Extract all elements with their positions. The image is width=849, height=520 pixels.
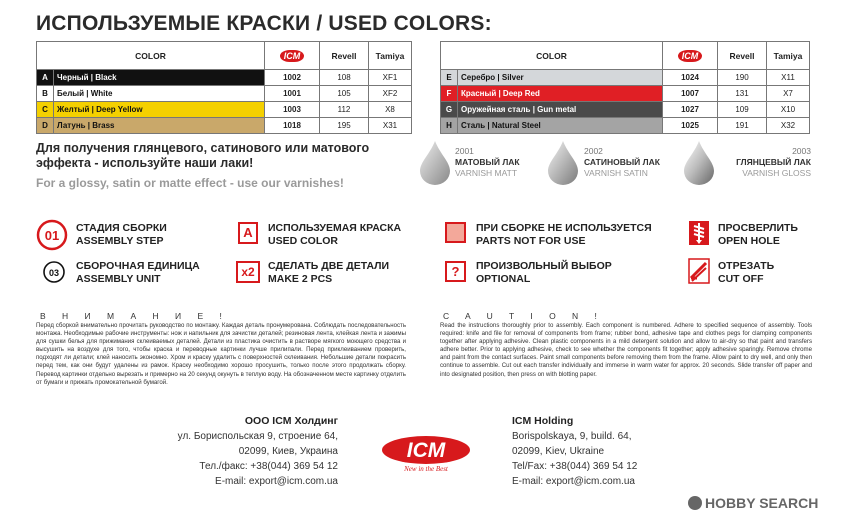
revell-code: 108 bbox=[320, 70, 369, 86]
color-name: Серебро | Silver bbox=[458, 70, 663, 86]
warning-en-heading: C A U T I O N ! bbox=[443, 311, 604, 321]
varnish-satin-en: VARNISH SATIN bbox=[584, 168, 648, 178]
varnish-gloss-en: VARNISH GLOSS bbox=[742, 168, 811, 178]
color-row bbox=[441, 102, 810, 118]
varnish-gloss-label bbox=[725, 146, 811, 179]
icm-code: 1007 bbox=[663, 86, 718, 102]
legend-twice-ru: СДЕЛАТЬ ДВЕ ДЕТАЛИ bbox=[268, 260, 390, 272]
legend-step-ru: СТАДИЯ СБОРКИ bbox=[76, 222, 167, 234]
varnish-satin-label bbox=[584, 146, 660, 179]
color-letter: C bbox=[37, 102, 54, 118]
header-revell: Revell bbox=[320, 42, 369, 70]
legend-not-used bbox=[476, 222, 652, 248]
legend-drill-en: OPEN HOLE bbox=[718, 235, 780, 247]
make-two-icon: x2 bbox=[236, 261, 260, 283]
revell-code: 112 bbox=[320, 102, 369, 118]
header-icm bbox=[265, 42, 320, 70]
revell-code: 195 bbox=[320, 118, 369, 134]
legend-unit-en: ASSEMBLY UNIT bbox=[76, 273, 161, 285]
icm-code: 1002 bbox=[265, 70, 320, 86]
varnish-gloss-ru: ГЛЯНЦЕВЫЙ ЛАК bbox=[736, 157, 811, 167]
color-row bbox=[37, 102, 412, 118]
color-name: Красный | Deep Red bbox=[458, 86, 663, 102]
icm-code: 1003 bbox=[265, 102, 320, 118]
icm-logo-small: ICM bbox=[280, 50, 305, 62]
varnish-text-en: For a glossy, satin or matte effect - use our varnishes! bbox=[36, 176, 344, 190]
header-color: COLOR bbox=[441, 42, 663, 70]
color-name: Белый | White bbox=[54, 86, 265, 102]
color-letter: F bbox=[441, 86, 458, 102]
legend-notused-ru: ПРИ СБОРКЕ НЕ ИСПОЛЬЗУЕТСЯ bbox=[476, 222, 652, 234]
assembly-unit-icon bbox=[42, 260, 66, 284]
color-table-right bbox=[440, 41, 810, 134]
legend-drill-ru: ПРОСВЕРЛИТЬ bbox=[718, 222, 798, 234]
legend-make-two bbox=[268, 260, 389, 286]
watermark-text: HOBBY SEARCH bbox=[705, 495, 819, 511]
revell-code: 131 bbox=[718, 86, 767, 102]
varnish-gloss-number: 2003 bbox=[792, 146, 811, 156]
tamiya-code: X8 bbox=[369, 102, 412, 118]
tamiya-code: X31 bbox=[369, 118, 412, 134]
svg-text:03: 03 bbox=[48, 268, 60, 278]
tamiya-code: X10 bbox=[767, 102, 810, 118]
revell-code: 190 bbox=[718, 70, 767, 86]
tamiya-code: X32 bbox=[767, 118, 810, 134]
color-name: Оружейная сталь | Gun metal bbox=[458, 102, 663, 118]
legend-color-en: USED COLOR bbox=[268, 235, 339, 247]
phone-en: Tel/Fax: +38(044) 369 54 12 bbox=[512, 461, 638, 472]
header-icm bbox=[663, 42, 718, 70]
icm-code: 1024 bbox=[663, 70, 718, 86]
tamiya-code: X11 bbox=[767, 70, 810, 86]
assembly-step-icon bbox=[36, 219, 68, 251]
warning-ru-text: Перед сборкой внимательно прочитать руководство по монтажу. Каждая деталь пронумерована. Соблюдать последовательность монтажа. Необходимые рабочие инструменты: нож и напильник для зачистки деталей; резиновая лента, клейкая лента и зажимы для сушки белья для прижимания склеиваемых деталей. Детали из пластика очистить в растворе мягкого моющего средства и высушить на воздухе для того, чтобы краска и переводные картинки лучше прилипали. Перед приклеиванием проверить, подходят ли детали; клей наносить экономно. Хром и краску удалить с поверхностей склеивания. Небольшие детали покрасить перед тем, как они будут удалены из рамок. Краску необходимо хорошо просушить, только после этого продолжать сборку. Перевод картинки отдельно вырезать и примерно на 20 секунд окунуть в теплую воду. На обозначенном месте картинку отделить от бумаги и прижать промокательной бумагой. bbox=[36, 322, 406, 386]
varnish-matt-en: VARNISH MATT bbox=[455, 168, 518, 178]
color-name: Желтый | Deep Yellow bbox=[54, 102, 265, 118]
warning-en-text: Read the instructions thoroughly prior to assembly. Each component is numbered. Adhere to specified sequence of assembly. Tools required: knife and file for removal of components from frame; rubber bond, adhesive tape and clothes pegs for clamping components together after applying adhesive. Clean plastic components in a mild detergent solution and allow to air-dry so that paint and transfers adhere better. Prior to applying adhesive, check to see whether the components fit together; apply adhesive sparingly. Remove chrome and paint from the contact surfaces. Paint small components before removing them from the frame. Allow paint to dry well, and only then continue to assemble. Cut out each transfer individually and immerse in warm water for approx. 20 seconds. Slide transfer off paper and into designated position, then press on with blotting paper. bbox=[440, 322, 812, 378]
icm-code: 1027 bbox=[663, 102, 718, 118]
legend-color-ru: ИСПОЛЬЗУЕМАЯ КРАСКА bbox=[268, 222, 402, 234]
address-en bbox=[512, 414, 712, 489]
legend-unit-ru: СБОРОЧНАЯ ЕДИНИЦА bbox=[76, 260, 200, 272]
legend-notused-en: PARTS NOT FOR USE bbox=[476, 235, 586, 247]
legend-step-en: ASSEMBLY STEP bbox=[76, 235, 164, 247]
header-tamiya: Tamiya bbox=[369, 42, 412, 70]
varnish-satin-ru: САТИНОВЫЙ ЛАК bbox=[584, 157, 660, 167]
company-en: ICM Holding bbox=[512, 415, 574, 427]
varnish-matt-drop-icon bbox=[418, 140, 452, 186]
drill-hole-icon bbox=[688, 220, 710, 246]
email-ru: E-mail: export@icm.com.ua bbox=[215, 476, 338, 487]
svg-text:ICM: ICM bbox=[406, 439, 446, 462]
tamiya-code: X7 bbox=[767, 86, 810, 102]
icm-code: 1025 bbox=[663, 118, 718, 134]
address-en-line1: Borispolskaya, 9, build. 64, bbox=[512, 431, 632, 442]
cut-off-icon bbox=[688, 258, 710, 284]
color-letter: A bbox=[37, 70, 54, 86]
legend-used-color bbox=[268, 222, 401, 248]
svg-text:01: 01 bbox=[44, 228, 60, 243]
legend-cut-ru: ОТРЕЗАТЬ bbox=[718, 260, 775, 272]
legend-cut bbox=[718, 260, 774, 286]
varnish-matt-number: 2001 bbox=[455, 146, 474, 156]
varnish-text-ru: Для получения глянцевого, сатинового или матового эффекта - используйте наши лаки! bbox=[36, 141, 370, 170]
address-ru-line2: 02099, Киев, Украина bbox=[238, 446, 338, 457]
company-ru: ООО ICM Холдинг bbox=[244, 415, 338, 427]
color-table-left bbox=[36, 41, 412, 134]
color-letter: D bbox=[37, 118, 54, 134]
icm-logo-shape bbox=[378, 433, 474, 473]
color-row bbox=[441, 86, 810, 102]
legend-optional-ru: ПРОИЗВОЛЬНЫЙ ВЫБОР bbox=[476, 260, 612, 272]
color-letter: E bbox=[441, 70, 458, 86]
color-name: Латунь | Brass bbox=[54, 118, 265, 134]
address-en-line2: 02099, Kiev, Ukraine bbox=[512, 446, 605, 457]
optional-icon: ? bbox=[445, 261, 466, 282]
icm-logo-small: ICM bbox=[678, 50, 703, 62]
color-row bbox=[441, 70, 810, 86]
warning-ru-heading: В Н И М А Н И Е ! bbox=[40, 311, 229, 321]
address-ru-line1: ул. Бориспольская 9, строение 64, bbox=[177, 431, 338, 442]
header-tamiya: Tamiya bbox=[767, 42, 810, 70]
hobby-search-logo-icon bbox=[688, 496, 702, 510]
legend-optional-en: OPTIONAL bbox=[476, 273, 531, 285]
used-color-icon: A bbox=[238, 222, 258, 244]
tamiya-code: XF1 bbox=[369, 70, 412, 86]
address-ru bbox=[170, 414, 338, 489]
varnish-satin-number: 2002 bbox=[584, 146, 603, 156]
varnish-satin-drop-icon bbox=[546, 140, 580, 186]
legend-cut-en: CUT OFF bbox=[718, 273, 764, 285]
color-name: Сталь | Natural Steel bbox=[458, 118, 663, 134]
color-row bbox=[37, 118, 412, 134]
legend-assembly-step bbox=[76, 222, 167, 248]
color-row bbox=[37, 70, 412, 86]
color-row bbox=[37, 86, 412, 102]
color-letter: H bbox=[441, 118, 458, 134]
header-color: COLOR bbox=[37, 42, 265, 70]
revell-code: 109 bbox=[718, 102, 767, 118]
revell-code: 191 bbox=[718, 118, 767, 134]
legend-twice-en: MAKE 2 PCS bbox=[268, 273, 333, 285]
header-revell: Revell bbox=[718, 42, 767, 70]
page-title: ИСПОЛЬЗУЕМЫЕ КРАСКИ / USED COLORS: bbox=[36, 12, 492, 35]
icm-code: 1001 bbox=[265, 86, 320, 102]
legend-optional bbox=[476, 260, 612, 286]
email-en: E-mail: export@icm.com.ua bbox=[512, 476, 635, 487]
varnish-matt-ru: МАТОВЫЙ ЛАК bbox=[455, 157, 520, 167]
parts-not-used-icon bbox=[445, 222, 466, 243]
varnish-gloss-drop-icon bbox=[682, 140, 716, 186]
icm-logo bbox=[378, 433, 474, 478]
watermark bbox=[688, 495, 818, 511]
revell-code: 105 bbox=[320, 86, 369, 102]
color-letter: B bbox=[37, 86, 54, 102]
varnish-matt-label bbox=[455, 146, 520, 179]
legend-drill bbox=[718, 222, 798, 248]
color-row bbox=[441, 118, 810, 134]
color-letter: G bbox=[441, 102, 458, 118]
tamiya-code: XF2 bbox=[369, 86, 412, 102]
color-name: Черный | Black bbox=[54, 70, 265, 86]
svg-text:New in the Best: New in the Best bbox=[404, 465, 448, 473]
legend-assembly-unit bbox=[76, 260, 200, 286]
phone-ru: Тел./факс: +38(044) 369 54 12 bbox=[199, 461, 338, 472]
icm-code: 1018 bbox=[265, 118, 320, 134]
